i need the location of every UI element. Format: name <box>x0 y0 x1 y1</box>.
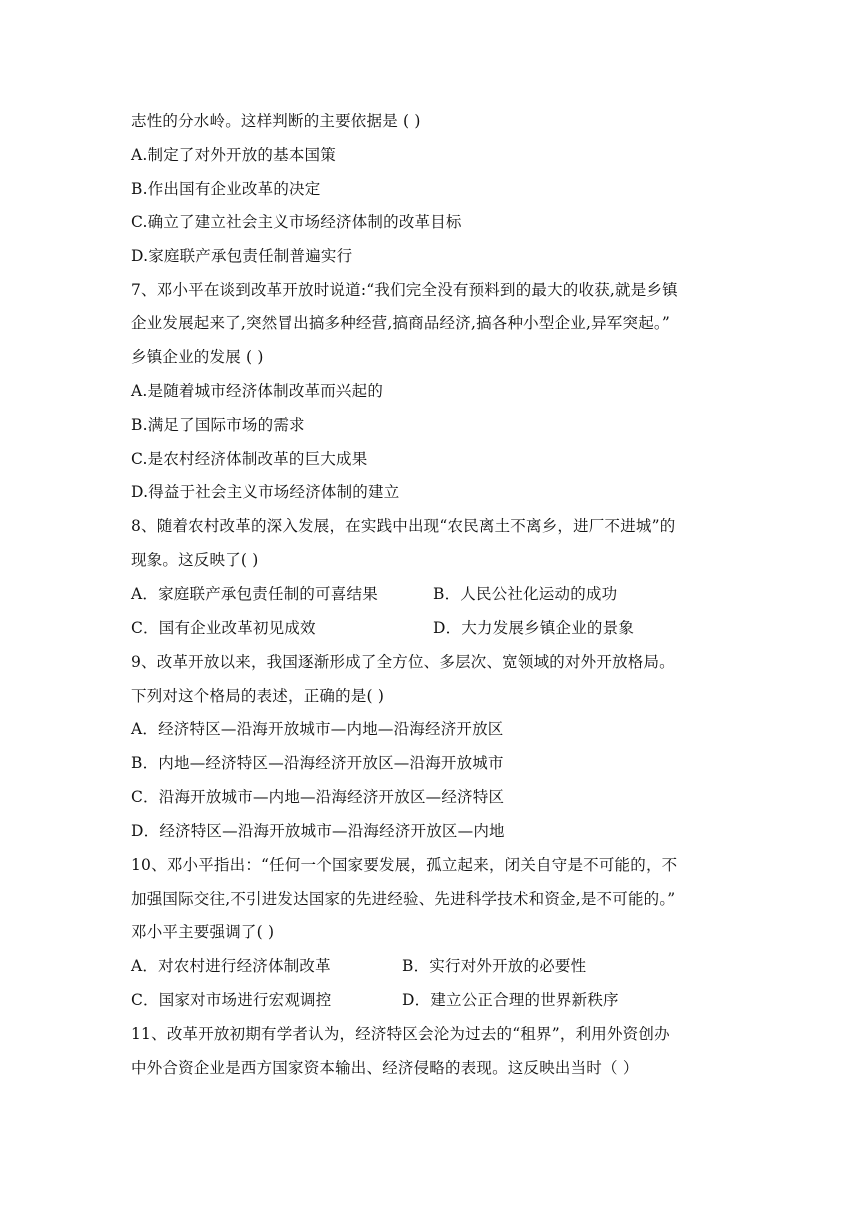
q9-option-b: B．内地—经济特区—沿海经济开放区—沿海开放城市 <box>131 754 504 772</box>
q10-stem-line-3: 邓小平主要强调了( ) <box>131 923 275 941</box>
q8-option-d: D．大力发展乡镇企业的景象 <box>433 619 635 637</box>
q10-option-c: C．国家对市场进行宏观调控 <box>131 991 332 1009</box>
q9-option-d: D．经济特区—沿海开放城市—沿海经济开放区—内地 <box>131 822 505 840</box>
q9-stem-line-1: 9、改革开放以来，我国逐渐形成了全方位、多层次、宽领域的对外开放格局。 <box>131 653 675 671</box>
q10-stem-line-2: 加强国际交往,不引进发达国家的先进经验、先进科学技术和资金,是不可能的。” <box>131 890 676 908</box>
q7-stem-line-2: 企业发展起来了,突然冒出搞多种经营,搞商品经济,搞各种小型企业,异军突起。” <box>131 314 670 332</box>
q10-option-d: D．建立公正合理的世界新秩序 <box>402 991 619 1009</box>
q6-stem-end: 志性的分水岭。这样判断的主要依据是 ( ) <box>131 112 421 130</box>
q6-option-b: B.作出国有企业改革的决定 <box>131 180 321 198</box>
q7-stem-line-1: 7、邓小平在谈到改革开放时说道:“我们完全没有预料到的最大的收获,就是乡镇 <box>131 281 678 299</box>
q9-option-a: A．经济特区—沿海开放城市—内地—沿海经济开放区 <box>131 720 504 738</box>
q8-option-c: C．国有企业改革初见成效 <box>131 619 316 637</box>
q7-option-a: A.是随着城市经济体制改革而兴起的 <box>131 382 384 400</box>
q6-option-a: A.制定了对外开放的基本国策 <box>131 146 336 164</box>
q10-option-b: B．实行对外开放的必要性 <box>402 957 587 975</box>
q7-option-b: B.满足了国际市场的需求 <box>131 416 305 434</box>
q8-option-a: A．家庭联产承包责任制的可喜结果 <box>131 585 378 603</box>
q7-option-d: D.得益于社会主义市场经济体制的建立 <box>131 483 400 501</box>
q9-stem-line-2: 下列对这个格局的表述，正确的是( ) <box>131 687 385 705</box>
q8-option-b: B．人民公社化运动的成功 <box>433 585 618 603</box>
q7-stem-line-3: 乡镇企业的发展 ( ) <box>131 348 264 366</box>
q11-stem-line-1: 11、改革开放初期有学者认为，经济特区会沦为过去的“租界”，利用外资创办 <box>131 1025 670 1043</box>
q10-option-a: A．对农村进行经济体制改革 <box>131 957 331 975</box>
q11-stem-line-2: 中外合资企业是西方国家资本输出、经济侵略的表现。这反映出当时（ ） <box>131 1059 639 1077</box>
q8-stem-line-1: 8、随着农村改革的深入发展，在实践中出现“农民离土不离乡，进厂不进城”的 <box>131 517 676 535</box>
q8-stem-line-2: 现象。这反映了( ) <box>131 551 259 569</box>
q10-stem-line-1: 10、邓小平指出：“任何一个国家要发展，孤立起来，闭关自守是不可能的，不 <box>131 856 678 874</box>
q9-option-c: C．沿海开放城市—内地—沿海经济开放区—经济特区 <box>131 788 505 806</box>
q7-option-c: C.是农村经济体制改革的巨大成果 <box>131 450 368 468</box>
q6-option-c: C.确立了建立社会主义市场经济体制的改革目标 <box>131 213 462 231</box>
q6-option-d: D.家庭联产承包责任制普遍实行 <box>131 247 353 265</box>
